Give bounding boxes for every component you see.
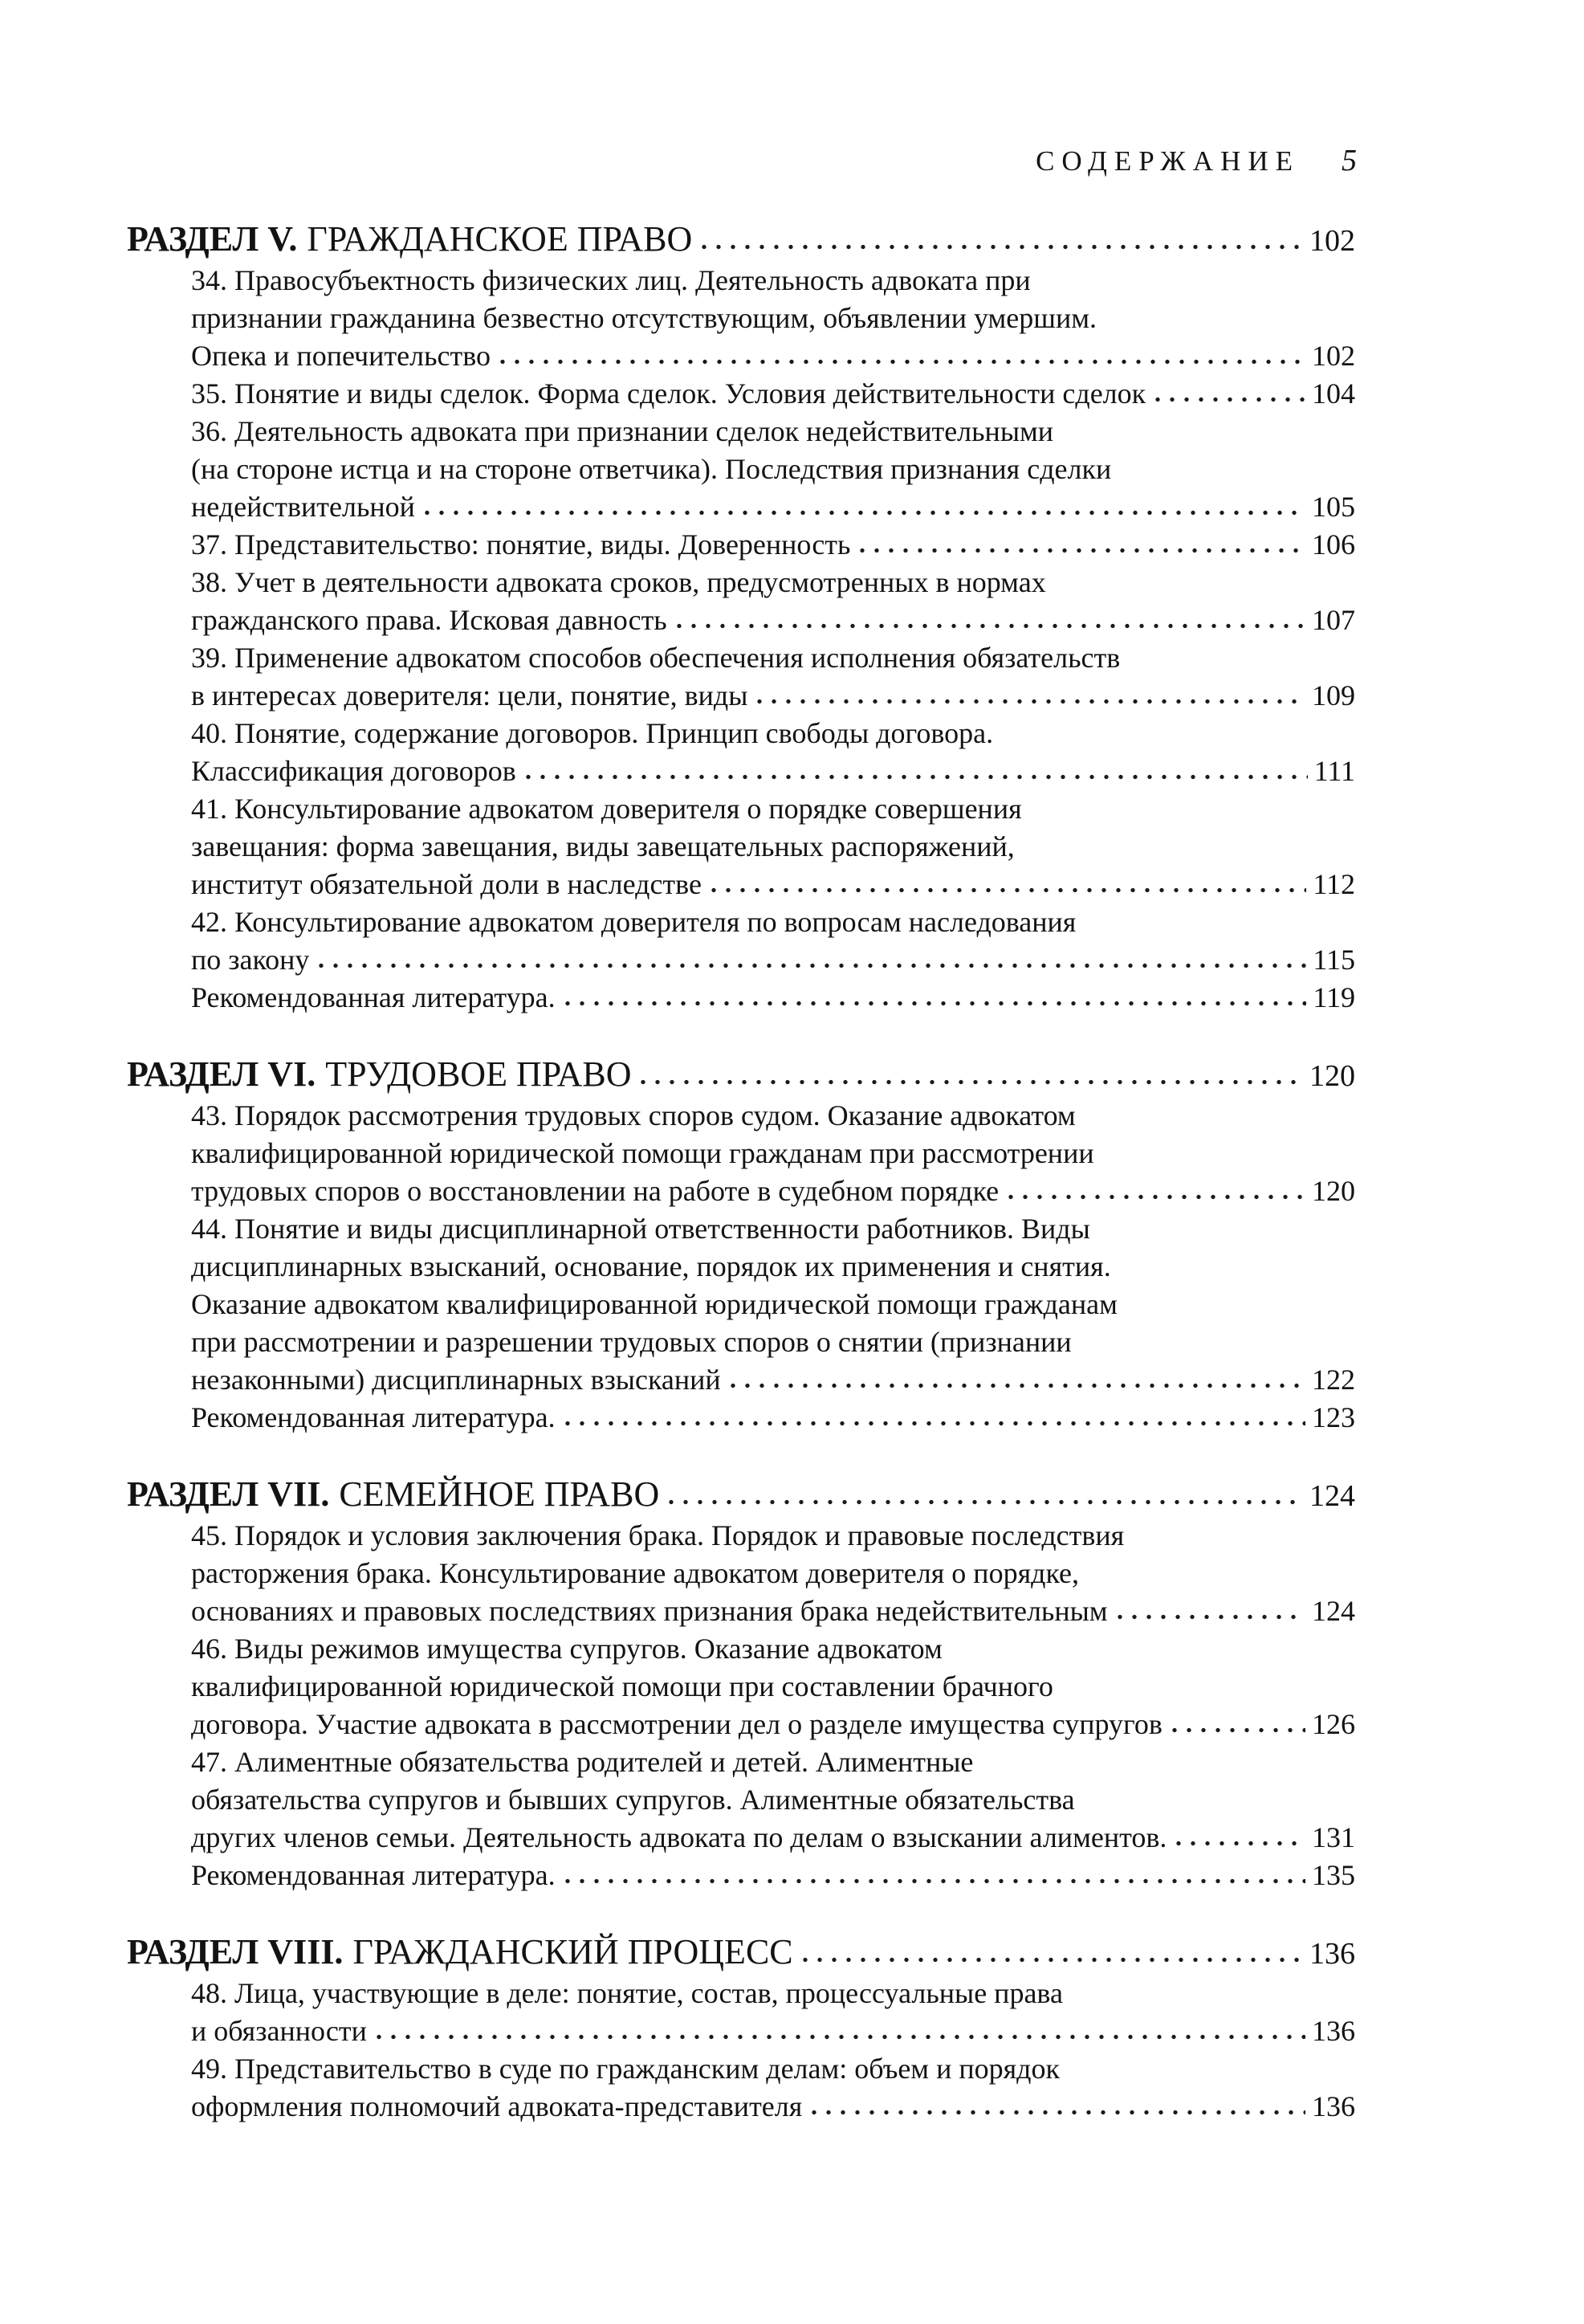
toc-entry-line [191,828,1355,866]
toc-entry-text: оформления полномочий адвоката-представителя [191,2090,803,2122]
toc-entry-line [191,1135,1355,1172]
toc-entry-text: институт обязательной доли в наследстве [191,868,702,900]
toc-entry-text: признании гражданина безвестно отсутствующим, объявлении умершим. [191,302,1097,334]
toc-entry-line [191,866,1355,903]
toc-entry-line [191,1706,1355,1743]
toc-entry-line [191,413,1355,451]
entry-page-number: 136 [1312,2090,1355,2122]
entry-page-number: 122 [1312,1364,1355,1396]
toc-entry-line [191,564,1355,601]
toc-entry-line [191,337,1355,375]
toc-entry-text: Опека и попечительство [191,340,491,372]
toc-entry-text: 36. Деятельность адвоката при признании сделок недействительными [191,415,1054,447]
toc-entry [191,1210,1355,1399]
dot-leader [757,699,1305,704]
toc-entry [191,979,1355,1017]
toc-entry-line [191,1555,1355,1592]
toc-entry [191,2050,1355,2126]
toc-entry-line [191,752,1355,790]
toc-entry [191,375,1355,413]
toc-entry-text: 39. Применение адвокатом способов обеспечения исполнения обязательств [191,642,1121,674]
toc-entry-text: 48. Лица, участвующие в деле: понятие, состав, процессуальные права [191,1977,1063,2009]
entry-page-number: 105 [1312,491,1355,523]
toc-entry-text: Классификация договоров [191,755,516,787]
section-entries [127,1975,1355,2126]
toc-section [127,218,1355,1017]
toc-entry-text: Рекомендованная литература. [191,1401,556,1433]
toc-entry-text: 49. Представительство в суде по гражданским делам: объем и порядок [191,2053,1060,2085]
dot-leader [641,1079,1303,1085]
entry-page-number: 112 [1313,868,1355,900]
toc-entry [191,903,1355,979]
dot-leader [803,1957,1303,1963]
toc-entry-text: Рекомендованная литература. [191,981,556,1013]
toc-entry-text: 37. Представительство: понятие, виды. Доверенность [191,528,851,561]
toc-entry-line [191,1819,1355,1857]
dot-leader [711,887,1306,893]
entry-page-number: 136 [1312,2015,1355,2047]
toc-entry-line [191,1592,1355,1630]
dot-leader [1155,397,1305,402]
toc-entry-line [191,1361,1355,1399]
section-title: СЕМЕЙНОЕ ПРАВО [339,1474,660,1514]
toc-entry-line [191,1097,1355,1135]
toc-entry-line [191,1323,1355,1361]
section-page-number: 102 [1309,224,1355,258]
toc-entry-text: расторжения брака. Консультирование адвокатом доверителя о порядке, [191,1557,1080,1589]
toc-entry [191,639,1355,715]
toc-entry [191,1975,1355,2050]
toc-entry-line [191,903,1355,941]
dot-leader [425,510,1305,516]
toc-entry-line [191,375,1355,413]
toc-entry-text: дисциплинарных взысканий, основание, порядок их применения и снятия. [191,1250,1111,1282]
section-page-number: 124 [1309,1479,1355,1513]
toc-entry-text: обязательства супругов и бывших супругов. Алиментные обязательства [191,1784,1075,1816]
dot-leader [1118,1614,1305,1620]
toc-entry-text: гражданского права. Исковая давность [191,604,667,636]
toc-entry-text: 38. Учет в деятельности адвоката сроков, предусмотренных в нормах [191,566,1046,598]
toc-entry-line [191,2012,1355,2050]
toc-entry-line [191,1743,1355,1781]
toc-section [127,1474,1355,1894]
dot-leader [377,2034,1305,2040]
toc-entry-line [191,941,1355,979]
toc-entry [191,1517,1355,1630]
toc-section [127,1931,1355,2126]
toc-entry-line [191,1210,1355,1248]
running-head [127,143,1357,178]
dot-leader [677,623,1305,629]
toc-entry-line [191,1630,1355,1668]
section-page-number: 136 [1309,1937,1355,1971]
toc-entry-text: Рекомендованная литература. [191,1859,556,1891]
toc-entry-line [191,451,1355,488]
toc-entry-line [191,1517,1355,1555]
toc-entry-line [191,677,1355,715]
toc-entry-text: трудовых споров о восстановлении на работе в судебном порядке [191,1175,1000,1207]
dot-leader [1008,1194,1305,1200]
entry-page-number: 102 [1312,340,1355,372]
toc-entry-text: 46. Виды режимов имущества супругов. Оказание адвокатом [191,1633,943,1665]
entry-page-number: 104 [1312,377,1355,410]
toc-entry-text: 40. Понятие, содержание договоров. Принцип свободы договора. [191,717,994,749]
toc-entry-line [191,715,1355,752]
toc-entry-text: 44. Понятие и виды дисциплинарной ответственности работников. Виды [191,1213,1090,1245]
toc-entry [191,1743,1355,1857]
dot-leader [319,963,1306,968]
dot-leader [731,1383,1305,1388]
toc-entry-text: при рассмотрении и разрешении трудовых споров о снятии (признании [191,1326,1072,1358]
toc-entry-text: 43. Порядок рассмотрения трудовых споров судом. Оказание адвокатом [191,1099,1076,1131]
toc-entry-text: других членов семьи. Деятельность адвоката по делам о взыскании алиментов. [191,1821,1167,1853]
dot-leader [702,244,1303,250]
dot-leader [1176,1841,1305,1846]
toc-entry-text: основаниях и правовых последствиях признания брака недействительным [191,1595,1108,1627]
toc-entry-text: недействительной [191,491,415,523]
toc-entry-text: 34. Правосубъектность физических лиц. Деятельность адвоката при [191,264,1031,296]
dot-leader [565,1001,1307,1006]
section-label: РАЗДЕЛ VII. [127,1474,330,1514]
toc-entry-line [191,1781,1355,1819]
toc-entry-text: и обязанности [191,2015,367,2047]
toc-entry [191,564,1355,639]
dot-leader [1172,1727,1305,1733]
toc-entry-text: 41. Консультирование адвокатом доверителя о порядке совершения [191,793,1022,825]
toc-entry-text: незаконными) дисциплинарных взысканий [191,1364,721,1396]
toc-entry-line [191,2050,1355,2088]
toc-entry-text: квалифицированной юридической помощи при составлении брачного [191,1670,1053,1702]
toc-entry [191,790,1355,903]
dot-leader [565,1878,1305,1884]
section-entries [127,1097,1355,1437]
toc-entry-line [191,526,1355,564]
section-header-line [127,1931,1355,1975]
toc-entry-text: 42. Консультирование адвокатом доверителя по вопросам наследования [191,906,1077,938]
section-header-line [127,218,1355,262]
toc-entry-line [191,1857,1355,1894]
toc-entry-text: по закону [191,944,310,976]
entry-page-number: 126 [1312,1708,1355,1740]
toc-entry [191,413,1355,526]
toc-entry-line [191,300,1355,337]
section-page-number: 120 [1309,1059,1355,1093]
entry-page-number: 109 [1312,679,1355,711]
section-title: ГРАЖДАНСКОЕ ПРАВО [307,219,693,259]
toc-entry-line [191,1286,1355,1323]
toc-entry-line [191,1668,1355,1706]
toc-entry-line [191,1172,1355,1210]
entry-page-number: 107 [1312,604,1355,636]
dot-leader [669,1499,1303,1505]
toc-entry [191,1857,1355,1894]
toc-entry-line [191,1975,1355,2012]
section-entries [127,262,1355,1017]
toc-entry-text: 47. Алиментные обязательства родителей и детей. Алиментные [191,1746,974,1778]
entry-page-number: 106 [1312,528,1355,561]
toc-entry-line [191,639,1355,677]
section-title: ГРАЖДАНСКИЙ ПРОЦЕСС [352,1932,793,1971]
section-entries [127,1517,1355,1894]
toc-entry-text: в интересах доверителя: цели, понятие, виды [191,679,748,711]
toc-entry-text: завещания: форма завещания, виды завещательных распоряжений, [191,830,1015,862]
section-header-line [127,1054,1355,1097]
toc-entry [191,1399,1355,1437]
toc-entry-line [191,262,1355,300]
entry-page-number: 120 [1312,1175,1355,1207]
dot-leader [860,548,1305,553]
entry-page-number: 124 [1312,1595,1355,1627]
section-label: РАЗДЕЛ VI. [127,1054,316,1094]
toc-entry [191,1097,1355,1210]
toc-section [127,1054,1355,1437]
table-of-contents [127,218,1355,2126]
toc-entry [191,1630,1355,1743]
section-label: РАЗДЕЛ V. [127,219,298,259]
dot-leader [565,1421,1305,1426]
toc-entry-text: 35. Понятие и виды сделок. Форма сделок. Условия действительности сделок [191,377,1146,410]
toc-entry-text: Оказание адвокатом квалифицированной юридической помощи гражданам [191,1288,1118,1320]
toc-entry-line [191,1399,1355,1437]
entry-page-number: 131 [1312,1821,1355,1853]
section-label: РАЗДЕЛ VIII. [127,1932,344,1971]
dot-leader [812,2110,1305,2115]
toc-entry-text: договора. Участие адвоката в рассмотрении дел о разделе имущества супругов [191,1708,1163,1740]
toc-entry [191,262,1355,375]
dot-leader [500,359,1305,365]
entry-page-number: 123 [1312,1401,1355,1433]
toc-entry-line [191,601,1355,639]
toc-entry-text: квалифицированной юридической помощи гражданам при рассмотрении [191,1137,1094,1169]
toc-entry-line [191,488,1355,526]
toc-entry-line [191,1248,1355,1286]
toc-entry-line [191,979,1355,1017]
section-title: ТРУДОВОЕ ПРАВО [325,1054,632,1094]
entry-page-number: 111 [1313,755,1355,787]
toc-entry-text: 45. Порядок и условия заключения брака. Порядок и правовые последствия [191,1519,1125,1551]
section-header-line [127,1474,1355,1517]
entry-page-number: 119 [1313,981,1355,1013]
toc-entry [191,526,1355,564]
toc-entry-line [191,2088,1355,2126]
toc-entry-text: (на стороне истца и на стороне ответчика). Последствия признания сделки [191,453,1112,485]
toc-entry [191,715,1355,790]
dot-leader [526,774,1308,780]
page-number: 5 [1342,144,1357,177]
entry-page-number: 115 [1313,944,1355,976]
toc-entry-line [191,790,1355,828]
entry-page-number: 135 [1312,1859,1355,1891]
running-head-title: СОДЕРЖАНИЕ [1036,145,1300,177]
